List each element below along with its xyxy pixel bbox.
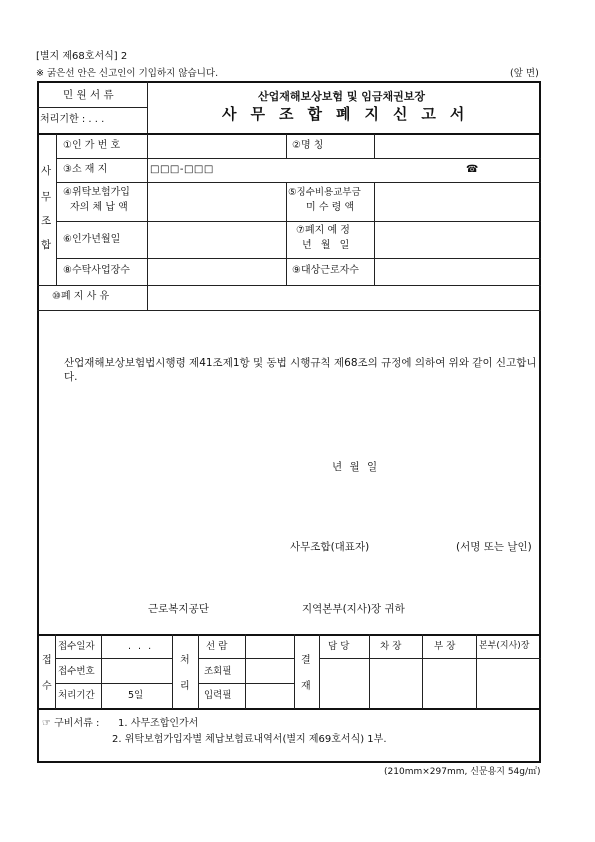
arrears-label: ④위탁보험가입 [63, 187, 130, 198]
worker-count-label: ⑨대상근로자수 [292, 265, 359, 276]
declaration-date: 년 월 일 [332, 461, 378, 473]
form-title: 사무조합폐지신고서 [222, 105, 479, 123]
processing-period-label: 처리기간 [58, 690, 95, 701]
review-label: 선 람 [206, 641, 228, 652]
arrears-field[interactable] [149, 184, 284, 219]
phone-icon: ☎ [466, 164, 479, 175]
contractor-count-field[interactable] [149, 260, 284, 284]
receipt-date-label: 접수일자 [58, 641, 95, 652]
instruction-note: ※ 굵은선 안은 신고인이 기입하지 않습니다. [36, 68, 219, 79]
close-date-label: ⑦폐지 예 정 [296, 225, 350, 236]
receipt-group-char: 수 [42, 681, 52, 692]
group-label-char: 사 [41, 165, 52, 177]
form-reference: [별지 제68호서식] 2 [36, 51, 128, 62]
civil-docs-label: 민 원 서 류 [63, 89, 114, 101]
recipient-branch: 지역본부(지사)장 귀하 [302, 603, 405, 615]
location-label: ③소 재 지 [63, 164, 108, 175]
group-label-char: 무 [41, 191, 52, 203]
postal-code-boxes[interactable]: □□□-□□□ [150, 164, 214, 175]
reason-label: ⑩폐 지 사 유 [52, 291, 110, 302]
attachment-item-2: 2. 위탁보험가입자별 체납보험료내역서(별지 제69호서식) 1부. [112, 734, 387, 745]
name-label: ②명 칭 [292, 140, 324, 151]
permit-number-label: ①인 가 번 호 [63, 140, 121, 151]
receipt-date-value: . . . [128, 641, 152, 652]
attachments-label: ☞ 구비서류 : [42, 718, 100, 729]
arrears-label-2: 자의 체 납 액 [70, 202, 128, 213]
name-field[interactable] [376, 136, 539, 156]
approval-col-head: 본부(지사)장 [479, 641, 530, 651]
declaration-text: 산업재해보상보험법시행령 제41조제1항 및 동법 시행규칙 제68조의 규정에 의하여 위와 같이 신고합니다. [64, 357, 537, 383]
unpaid-fee-field[interactable] [376, 184, 539, 219]
reason-field[interactable] [149, 287, 539, 309]
approval-col-staff: 담 당 [328, 641, 350, 652]
signer-label: 사무조합(대표자) [290, 541, 370, 553]
unpaid-fee-label-2: 미 수 령 액 [306, 202, 355, 213]
signature-note: (서명 또는 날인) [456, 541, 532, 553]
permit-date-label: ⑥인가년월일 [63, 234, 121, 245]
close-date-field[interactable] [376, 223, 539, 256]
group-label-char: 합 [41, 239, 52, 251]
receipt-group-char: 접 [42, 655, 52, 666]
attachment-item-1: 1. 사무조합인가서 [118, 718, 199, 729]
process-group-char: 리 [180, 681, 190, 692]
entered-label: 입력필 [204, 690, 232, 701]
checked-label: 조회필 [204, 666, 232, 677]
receipt-number-label: 접수번호 [58, 666, 95, 677]
paper-spec-footer: (210mm×297mm, 신문용지 54g/㎡) [384, 767, 541, 777]
approval-group-char: 결 [301, 655, 311, 666]
processing-deadline: 처리기한 : . . . [40, 114, 105, 125]
approval-col-deputy: 차 장 [380, 641, 402, 652]
unpaid-fee-label: ⑤징수비용교부금 [288, 187, 361, 198]
permit-date-field[interactable] [149, 223, 284, 256]
group-label-char: 조 [41, 215, 52, 227]
contractor-count-label: ⑧수탁사업장수 [63, 265, 130, 276]
worker-count-field[interactable] [376, 260, 539, 284]
page-side-label: (앞 면) [510, 68, 539, 79]
agency-name: 근로복지공단 [148, 603, 209, 615]
approval-col-manager: 부 장 [434, 641, 456, 652]
permit-number-field[interactable] [149, 136, 284, 156]
approval-group-char: 재 [301, 681, 311, 692]
form-subtitle: 산업재해보상보험 및 임금채권보장 [258, 90, 426, 103]
processing-period-value: 5일 [128, 690, 144, 701]
process-group-char: 처 [180, 655, 190, 666]
close-date-label-2: 년 월 일 [302, 240, 350, 251]
